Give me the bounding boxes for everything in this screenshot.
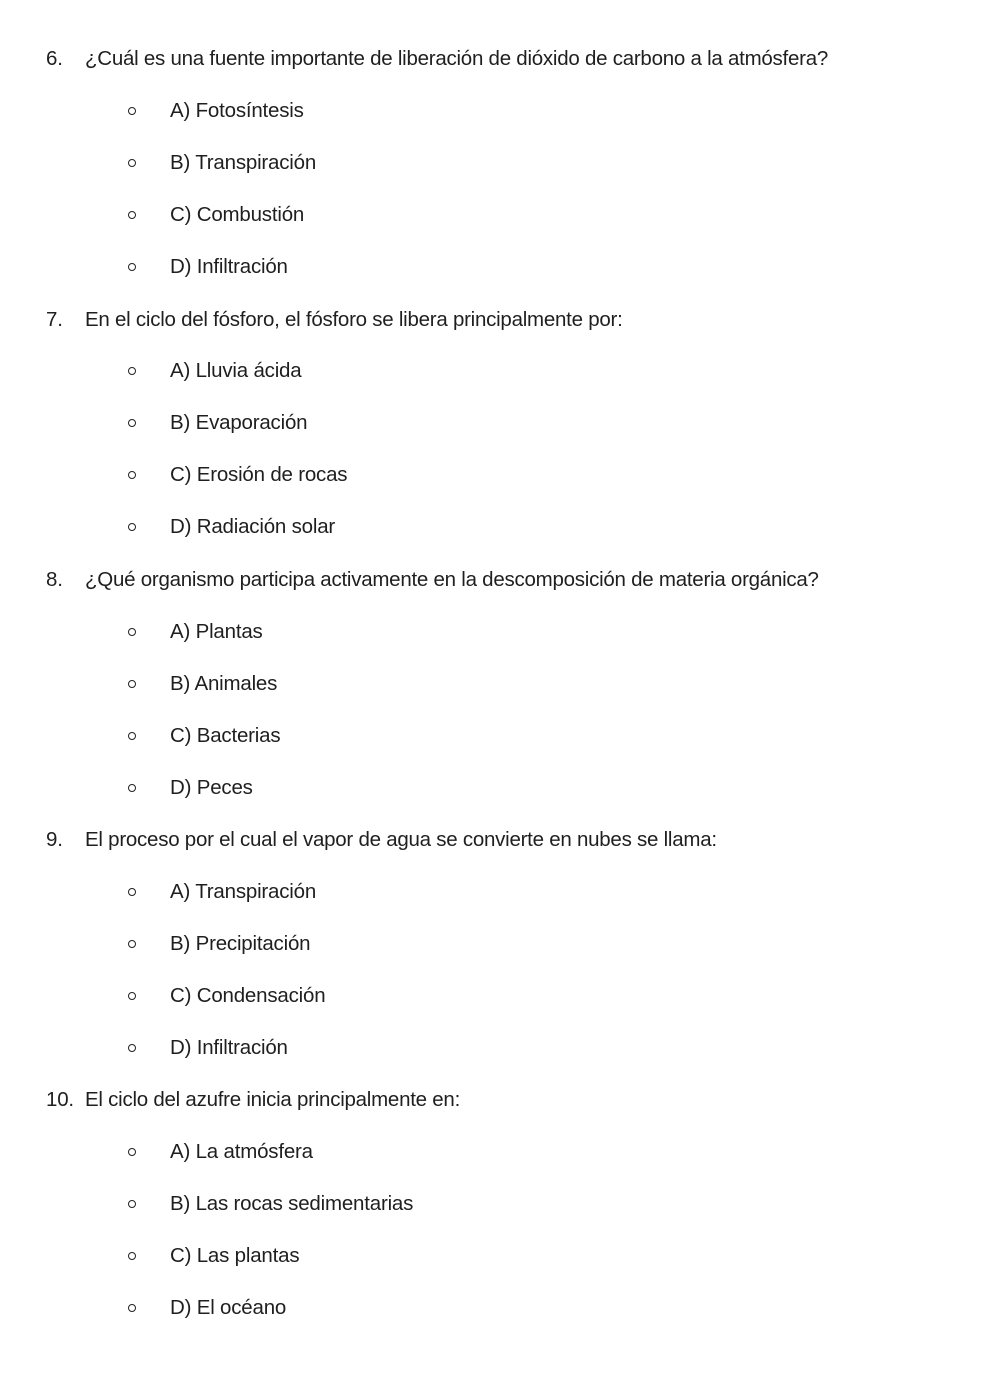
option-text: C) Bacterias [170, 724, 281, 747]
circle-bullet-icon [128, 1252, 136, 1260]
option-text: D) Infiltración [170, 1036, 288, 1059]
option-text: B) Animales [170, 672, 278, 695]
question-number: 9. [46, 828, 63, 851]
circle-bullet-icon [128, 1304, 136, 1312]
option-text: A) Transpiración [170, 880, 317, 903]
circle-bullet-icon [128, 1148, 136, 1156]
question-number: 10. [46, 1088, 74, 1111]
circle-bullet-icon [128, 159, 136, 167]
list-item [0, 1035, 999, 1061]
option-text: A) Plantas [170, 620, 263, 643]
option-text: A) Fotosíntesis [170, 99, 304, 122]
question-text: El ciclo del azufre inicia principalmente en: [85, 1088, 461, 1111]
option-text: D) Peces [170, 776, 253, 799]
list-item [0, 1295, 999, 1321]
circle-bullet-icon [128, 471, 136, 479]
list-item [0, 619, 999, 645]
option-text: B) Transpiración [170, 151, 317, 174]
list-item [0, 879, 999, 905]
option-text: B) Evaporación [170, 411, 308, 434]
question-text: ¿Cuál es una fuente importante de liberación de dióxido de carbono a la atmósfera? [85, 47, 829, 70]
circle-bullet-icon [128, 107, 136, 115]
question-number: 7. [46, 308, 63, 331]
list-item [0, 202, 999, 228]
list-item [0, 98, 999, 124]
option-text: C) Combustión [170, 203, 305, 226]
option-text: C) Condensación [170, 984, 326, 1007]
circle-bullet-icon [128, 940, 136, 948]
circle-bullet-icon [128, 523, 136, 531]
list-item [0, 410, 999, 436]
list-item [0, 358, 999, 384]
option-text: B) Precipitación [170, 932, 311, 955]
circle-bullet-icon [128, 263, 136, 271]
circle-bullet-icon [128, 992, 136, 1000]
circle-bullet-icon [128, 732, 136, 740]
list-item [0, 775, 999, 801]
option-text: C) Las plantas [170, 1244, 300, 1267]
question-number: 6. [46, 47, 63, 70]
list-item [0, 1243, 999, 1269]
option-text: B) Las rocas sedimentarias [170, 1192, 414, 1215]
question-text: En el ciclo del fósforo, el fósforo se libera principalmente por: [85, 308, 623, 331]
circle-bullet-icon [128, 628, 136, 636]
list-item [0, 671, 999, 697]
circle-bullet-icon [128, 680, 136, 688]
list-item [0, 723, 999, 749]
question-text: ¿Qué organismo participa activamente en la descomposición de materia orgánica? [85, 568, 819, 591]
circle-bullet-icon [128, 1200, 136, 1208]
option-text: D) Radiación solar [170, 515, 336, 538]
question-text: El proceso por el cual el vapor de agua se convierte en nubes se llama: [85, 828, 717, 851]
list-item [0, 1191, 999, 1217]
list-item [0, 514, 999, 540]
option-text: C) Erosión de rocas [170, 463, 348, 486]
circle-bullet-icon [128, 888, 136, 896]
circle-bullet-icon [128, 367, 136, 375]
option-text: D) El océano [170, 1296, 287, 1319]
list-item [0, 150, 999, 176]
list-item [0, 983, 999, 1009]
list-item [0, 462, 999, 488]
list-item [0, 931, 999, 957]
circle-bullet-icon [128, 419, 136, 427]
list-item [0, 1139, 999, 1165]
circle-bullet-icon [128, 211, 136, 219]
circle-bullet-icon [128, 784, 136, 792]
option-text: A) Lluvia ácida [170, 359, 302, 382]
question-number: 8. [46, 568, 63, 591]
list-item [0, 254, 999, 280]
circle-bullet-icon [128, 1044, 136, 1052]
option-text: D) Infiltración [170, 255, 288, 278]
option-text: A) La atmósfera [170, 1140, 313, 1163]
